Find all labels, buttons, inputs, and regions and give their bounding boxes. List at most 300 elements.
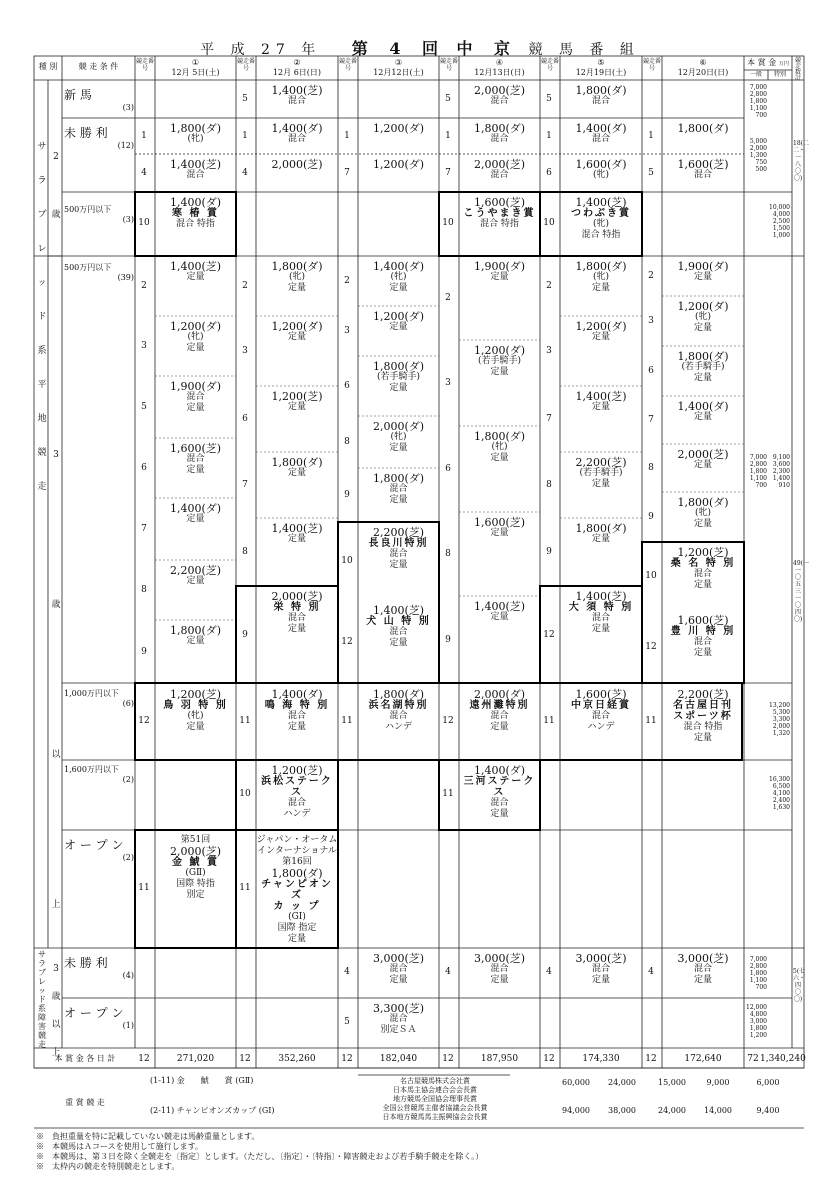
cond-count: (4): [122, 971, 134, 980]
race-name: チャンピオンズ: [261, 879, 333, 901]
race-number: 5: [445, 94, 451, 104]
race-weight: 定量: [490, 809, 509, 819]
race-number: 11: [239, 716, 251, 726]
race-distance: 1,800(ダ): [372, 360, 425, 373]
prize-value: 2,000: [772, 723, 790, 730]
race-d6-500-1: [662, 298, 744, 346]
race-d6-500-4: [662, 446, 744, 492]
juushou-r1-prize: 9,000: [706, 1078, 730, 1087]
race-distance: 1,200(芝): [677, 546, 729, 559]
race-distance: 2,200(芝): [169, 564, 222, 577]
race-cond: 混合: [287, 134, 306, 144]
race-number: 9: [546, 547, 552, 557]
race-cond: 定量: [287, 468, 306, 478]
race-number: 6: [344, 381, 350, 391]
race-number: 2: [242, 281, 248, 291]
race-weight: 定量: [389, 383, 408, 393]
race-d6-misho1: [662, 120, 744, 154]
race-d5-special: [560, 194, 642, 254]
race-number: 4: [242, 168, 248, 178]
race-name: 浜松ステークス: [261, 776, 333, 798]
race-note: インターナショナル: [257, 846, 337, 856]
race-distance: 1,400(ダ): [677, 400, 729, 413]
race-d1-500-4: [155, 500, 236, 560]
race-distance: 1,200(ダ): [372, 122, 425, 135]
race-d5-jump: [560, 950, 642, 996]
header-raceno: 競走番号: [338, 58, 357, 72]
race-note: 第16回: [282, 857, 312, 867]
race-d5-1000: [560, 686, 642, 758]
race-d6-500-0: [662, 258, 744, 296]
race-distance: 1,600(芝): [473, 196, 526, 209]
total-label: 本 賞 金 各 日 計: [54, 1054, 116, 1063]
race-distance: 1,200(ダ): [372, 310, 425, 323]
race-number: 7: [344, 168, 350, 178]
category-age3: 3歳以上: [51, 450, 61, 910]
prize-1000: [768, 702, 790, 737]
prize-value: 2,300: [772, 468, 790, 475]
header-date-1: 12月 5日(土): [171, 68, 220, 77]
total-prize: 174,330: [582, 1054, 620, 1064]
race-d2-misho2: [256, 156, 338, 192]
race-number: 10: [645, 571, 657, 581]
race-number: 11: [341, 716, 353, 726]
race-name: つわぶき賞: [571, 208, 631, 219]
race-number: 2: [344, 276, 350, 286]
cond-label: 1,000万円以下: [64, 689, 119, 698]
race-distance: 1,200(芝): [271, 390, 323, 403]
race-distance: 2,000(ダ): [372, 420, 425, 433]
race-d5-500-5: [560, 588, 642, 683]
race-distance: 1,400(ダ): [169, 502, 222, 515]
race-number: 9: [141, 646, 147, 657]
juushou-r1-prize: 24,000: [608, 1078, 636, 1087]
race-d2-500-3: [256, 454, 338, 518]
race-cond: (若手騎手): [477, 356, 522, 366]
race-number: 8: [648, 463, 654, 473]
prize-value: 2,800: [749, 91, 767, 98]
race-number: 1: [648, 131, 654, 141]
race-d3-500-0: [358, 258, 439, 306]
race-number: 12: [645, 641, 657, 652]
race-distance: 1,200(ダ): [271, 320, 323, 333]
race-number: 5: [344, 1017, 350, 1027]
cond-8: [64, 1004, 134, 1030]
race-d5-misho1: [560, 120, 642, 154]
prize-value: 1,800: [749, 1025, 767, 1032]
cond-label: 500万円以下: [64, 205, 112, 214]
race-weight: 定量: [186, 722, 205, 732]
race-cond: 定量: [389, 322, 408, 332]
race-number: 1: [546, 131, 552, 141]
race-weight: 定量: [287, 624, 306, 634]
juushou-r2-prize: 9,400: [756, 1106, 780, 1115]
race-cond: 混合: [490, 134, 509, 144]
prize-value: 10,000: [769, 204, 790, 211]
race-distance: 1,800(ダ): [575, 522, 627, 535]
cond-7: [64, 954, 134, 980]
count-jump: 5(七六・四〇〇): [793, 968, 806, 1003]
header-day-6: ⑥: [699, 58, 707, 67]
race-cond: (牝): [390, 272, 407, 282]
race-weight: 定量: [693, 733, 712, 743]
juushou-label: 重 賞 競 走: [65, 1098, 105, 1107]
race-number: 9: [242, 629, 248, 640]
race-distance: 1,900(ダ): [473, 260, 526, 273]
race-cond: (GⅡ): [185, 868, 206, 878]
cond-label: 500万円以下: [64, 263, 112, 272]
race-d2-500-2: [256, 388, 338, 452]
cond-label: 1,600万円以下: [64, 765, 119, 774]
race-distance: 1,600(芝): [677, 614, 729, 627]
race-d4-jump: [459, 950, 540, 996]
sponsor: 全国公営競馬主催者協議会会長賞: [382, 1104, 488, 1112]
race-d3-500-2: [358, 358, 439, 416]
race-cond: 定量: [186, 576, 205, 586]
race-cond: 混合: [490, 711, 509, 721]
race-d4-misho2: [459, 156, 540, 192]
header-prize-label: 本 賞 金: [747, 58, 777, 67]
race-name: 金 鯱 賞: [172, 857, 219, 868]
header-date-5: 12月19日(土): [575, 68, 627, 77]
race-name: 遠州灘特別: [469, 700, 530, 711]
cond-label: 未 勝 利: [64, 126, 108, 140]
header-date-4: 12月13日(日): [474, 68, 525, 77]
header-date-2: 12月 6日(日): [272, 68, 322, 77]
prize-value: 7,000: [749, 454, 767, 461]
race-weight: ハンデ: [283, 809, 311, 819]
race-d5-500-2: [560, 388, 642, 452]
race-distance: 1,800(ダ): [575, 84, 627, 97]
race-number: 3: [445, 378, 451, 388]
race-distance: 1,400(芝): [271, 522, 323, 535]
race-tag: 混合 特指: [581, 230, 621, 240]
race-distance: 3,300(芝): [372, 1002, 425, 1015]
race-distance: 2,000(芝): [169, 845, 222, 858]
race-distance: 1,400(芝): [473, 600, 526, 613]
race-number: 12: [543, 629, 555, 640]
race-number: 5: [648, 168, 654, 178]
sponsor: 日本地方競馬馬主振興協会会長賞: [382, 1113, 488, 1121]
race-distance: 1,800(ダ): [473, 122, 526, 135]
prize-misho: [745, 138, 767, 173]
race-number: 1: [141, 131, 147, 141]
header-raceno: 競走番号: [642, 58, 661, 72]
race-cond: 混合: [389, 1014, 408, 1024]
header-cond: 競 走 条 件: [78, 62, 119, 71]
cond-6: [64, 836, 134, 862]
race-cond: 混合: [490, 964, 509, 974]
prize-value: 13,200: [769, 702, 790, 709]
prize-value: 3,000: [749, 1018, 767, 1025]
race-weight: 定量: [389, 283, 408, 293]
race-number: 4: [344, 967, 350, 977]
race-cond: 混合: [389, 964, 408, 974]
note-line: ※ 太枠内の競走を特別競走とします。: [36, 1162, 180, 1171]
header-prize-special: 特別: [773, 71, 786, 78]
race-distance: 1,600(芝): [575, 688, 627, 701]
race-d6-500-3: [662, 398, 744, 444]
race-note: ジャパン・オータム: [256, 835, 338, 845]
prize-value: 2,800: [749, 461, 767, 468]
race-d2-misho1: [256, 120, 338, 154]
race-number: 6: [141, 463, 147, 473]
race-distance: 1,800(ダ): [372, 688, 425, 701]
count-2yo: 18(二二・一八〇〇): [793, 140, 809, 182]
header-count: 競走数計: [794, 57, 801, 82]
prize-value: 4,100: [772, 790, 790, 797]
cond-2: [64, 204, 134, 224]
race-number: 12: [138, 716, 150, 726]
race-tag: 国際 指定: [277, 923, 317, 933]
race-weight: 定量: [591, 479, 610, 489]
race-d4-500-4: [459, 598, 540, 683]
prize-value: 1,100: [749, 475, 767, 482]
race-distance: 1,400(ダ): [271, 688, 323, 701]
race-d1-500-1: [155, 318, 236, 376]
race-distance: 1,200(ダ): [169, 320, 222, 333]
race-distance: 1,400(芝): [271, 84, 323, 97]
total-races: 12: [138, 1054, 150, 1064]
category-sara: サラブレッド系平地競走: [37, 142, 47, 492]
race-distance: 2,000(芝): [677, 448, 729, 461]
race-distance: 1,800(ダ): [271, 456, 323, 469]
prize-value: 750: [755, 159, 767, 166]
race-distance: 1,400(芝): [575, 590, 627, 603]
race-d1-special: [155, 194, 236, 254]
race-weight: 定量: [389, 495, 408, 505]
race-d4-special: [459, 194, 540, 254]
race-cond: 混合: [287, 711, 306, 721]
race-name: 大 須 特 別: [568, 602, 634, 613]
race-distance: 1,400(ダ): [169, 196, 222, 209]
race-number: 3: [242, 346, 248, 356]
prize-value: 12,000: [746, 1004, 767, 1011]
prize-value: 4,800: [749, 1011, 767, 1018]
race-name: 鳴 海 特 別: [264, 700, 330, 711]
juushou-r2-prize: 38,000: [608, 1106, 636, 1115]
race-weight: 定量: [591, 624, 610, 634]
cond-count: (2): [122, 775, 134, 784]
race-cond: (牝): [694, 312, 712, 322]
race-number: 2: [141, 281, 147, 291]
race-distance: 1,900(ダ): [677, 260, 729, 273]
race-weight: 定量: [389, 975, 408, 985]
race-number: 6: [546, 168, 552, 178]
juushou-race1: (1-11) 金 鯱 賞 (GⅡ): [150, 1076, 254, 1085]
race-distance: 1,200(ダ): [372, 158, 425, 171]
race-number: 2: [546, 281, 552, 291]
race-distance: 3,000(芝): [677, 952, 729, 965]
header-raceno: 競走番号: [236, 58, 255, 72]
race-number: 10: [239, 789, 251, 799]
race-number: 12: [341, 636, 353, 647]
race-number: 11: [645, 716, 657, 726]
prize-jump-open: [745, 1004, 767, 1039]
race-cond: 混合: [693, 569, 712, 579]
prize-value: 1,200: [749, 1032, 767, 1039]
race-d5-500-3: [560, 454, 642, 518]
total-prize: 182,040: [379, 1054, 418, 1064]
juushou-r1-prize: 60,000: [562, 1078, 590, 1087]
race-number: 10: [138, 218, 150, 228]
prize-1600: [768, 776, 790, 811]
race-distance: 3,000(芝): [575, 952, 627, 965]
total-races-sum: 72: [747, 1054, 759, 1064]
race-weight: 定量: [591, 283, 610, 293]
race-name: 豊 川 特 別: [670, 626, 736, 637]
total-prize: 172,640: [684, 1054, 722, 1064]
race-weight: 定量: [490, 722, 509, 732]
race-name: 犬 山 特 別: [366, 616, 431, 627]
race-cond: (牝): [187, 332, 204, 342]
header-raceno: 競走番号: [540, 58, 559, 72]
race-number: 10: [543, 218, 555, 228]
header-day-5: ⑤: [597, 58, 605, 67]
race-cond: (牝): [592, 219, 610, 229]
race-cond: 定量: [591, 402, 610, 412]
race-d2-500-4: [256, 520, 338, 586]
race-cond: 混合: [591, 134, 610, 144]
race-distance: 1,200(ダ): [677, 300, 729, 313]
cond-label: オ ー プ ン: [64, 1006, 124, 1020]
cond-count: (6): [122, 699, 134, 708]
race-cond: (牝): [694, 508, 712, 518]
race-d1-500-2: [155, 378, 236, 438]
cond-count: (12): [117, 141, 134, 150]
race-cond: 定量: [490, 528, 509, 538]
race-weight: 別定: [186, 890, 205, 900]
race-distance: 1,600(芝): [677, 158, 729, 171]
race-cond: 定量: [490, 272, 509, 282]
note-line: ※ 負担重量を特に記載していない競走は馬齢重量とします。: [36, 1132, 260, 1141]
race-cond: 混合: [591, 711, 610, 721]
race-d4-500-3: [459, 514, 540, 596]
race-d3-500-3: [358, 418, 439, 468]
race-cond: 定量: [693, 412, 712, 422]
race-number: 9: [344, 490, 350, 500]
race-weight: ハンデ: [384, 722, 412, 732]
total-prize: 352,260: [278, 1054, 316, 1064]
race-cond: 定量: [287, 402, 306, 412]
race-cond: 混合: [287, 96, 306, 106]
race-distance: 1,800(ダ): [575, 260, 627, 273]
race-number: 8: [546, 480, 552, 490]
race-cond: 混合: [693, 170, 712, 180]
race-note: 第51回: [180, 835, 211, 845]
race-distance: 1,200(ダ): [473, 344, 526, 357]
race-distance: 2,000(芝): [271, 158, 323, 171]
count-3yo: 49(一一〇五三一〇四〇): [793, 560, 809, 623]
race-number: 3: [648, 316, 654, 326]
race-name: カ ッ プ: [273, 901, 321, 912]
race-distance: 2,000(芝): [473, 158, 526, 171]
race-number: 6: [648, 366, 654, 376]
race-d4-500-2: [459, 428, 540, 512]
race-distance: 2,000(芝): [271, 590, 323, 603]
juushou-r2-prize: 94,000: [562, 1106, 590, 1115]
race-weight: 定量: [693, 323, 712, 333]
title-venue: 中 京: [456, 39, 519, 58]
prize-value: 2,400: [772, 797, 790, 804]
cond-label: 新 馬: [64, 88, 92, 102]
prize-value: 6,500: [772, 783, 790, 790]
race-distance: 1,600(芝): [169, 442, 222, 455]
race-d6-1000: [662, 686, 744, 758]
header-date-3: 12月12日(土): [373, 68, 424, 77]
race-d5-shinba: [560, 82, 642, 118]
total-races: 12: [341, 1054, 353, 1064]
race-d1-misho1: [155, 120, 236, 154]
sponsor: 名古屋競馬株式会社賞: [400, 1077, 470, 1085]
prize-value: 1,000: [772, 232, 790, 239]
juushou-r1-prize: 15,000: [658, 1078, 686, 1087]
race-d5-500-1: [560, 318, 642, 386]
race-cond: 混合: [389, 627, 408, 637]
juushou-r1-prize: 6,000: [756, 1078, 780, 1087]
race-number: 2: [445, 293, 451, 303]
race-cond: 混合: [186, 170, 205, 180]
race-number: 11: [239, 883, 251, 893]
title-year: 平 成 27 年: [200, 42, 322, 58]
sponsor: 日本馬主協会連合会会長賞: [393, 1086, 477, 1094]
total-races: 12: [645, 1054, 657, 1064]
race-d3-500-4: [358, 470, 439, 522]
race-number: 9: [648, 512, 654, 522]
cond-count: (3): [122, 215, 134, 224]
header-prize-unit: 万円: [778, 61, 789, 67]
race-cond: (若手騎手): [681, 362, 725, 372]
race-number: 1: [344, 131, 350, 141]
race-name: こうやまき賞: [463, 208, 536, 219]
race-number: 5: [242, 94, 248, 104]
race-distance: 1,400(芝): [575, 196, 627, 209]
prize-value: 2,800: [749, 963, 767, 970]
category-age2: 2歳: [51, 152, 61, 220]
race-cond: 混合: [693, 964, 712, 974]
category-jump-age: 3歳以上: [51, 964, 61, 1058]
race-distance: 2,000(ダ): [473, 688, 526, 701]
race-d5-500-0: [560, 258, 642, 316]
race-weight: 定量: [186, 343, 205, 353]
prize-value: 2,000: [749, 145, 767, 152]
race-d3-misho1: [358, 120, 439, 154]
race-cond: 混合: [287, 613, 306, 623]
total-races: 12: [543, 1054, 555, 1064]
race-cond: 混合: [490, 96, 509, 106]
total-prize-sum: 1,340,240: [760, 1054, 806, 1064]
race-d2-500-5: [256, 588, 338, 683]
race-d4-500-1: [459, 342, 540, 426]
race-tag: 国際 特指: [176, 879, 215, 889]
race-distance: 2,200(芝): [677, 688, 729, 701]
header-raceno: 競走番号: [135, 58, 154, 72]
race-d3-500-6: [358, 602, 439, 683]
race-distance: 1,800(ダ): [271, 867, 323, 880]
race-number: 8: [141, 585, 147, 595]
race-distance: 1,800(ダ): [169, 122, 222, 135]
race-d2-shinba: [256, 82, 338, 118]
race-distance: 1,800(ダ): [169, 624, 222, 637]
cond-count: (3): [122, 103, 134, 112]
race-number: 4: [648, 967, 654, 977]
race-d1-500-6: [155, 622, 236, 683]
header-kind: 種 別: [38, 62, 58, 71]
race-number: 8: [242, 547, 248, 557]
race-tag: 混合 特指: [176, 219, 215, 229]
race-d3-misho2: [358, 156, 439, 192]
race-number: 6: [445, 464, 451, 474]
